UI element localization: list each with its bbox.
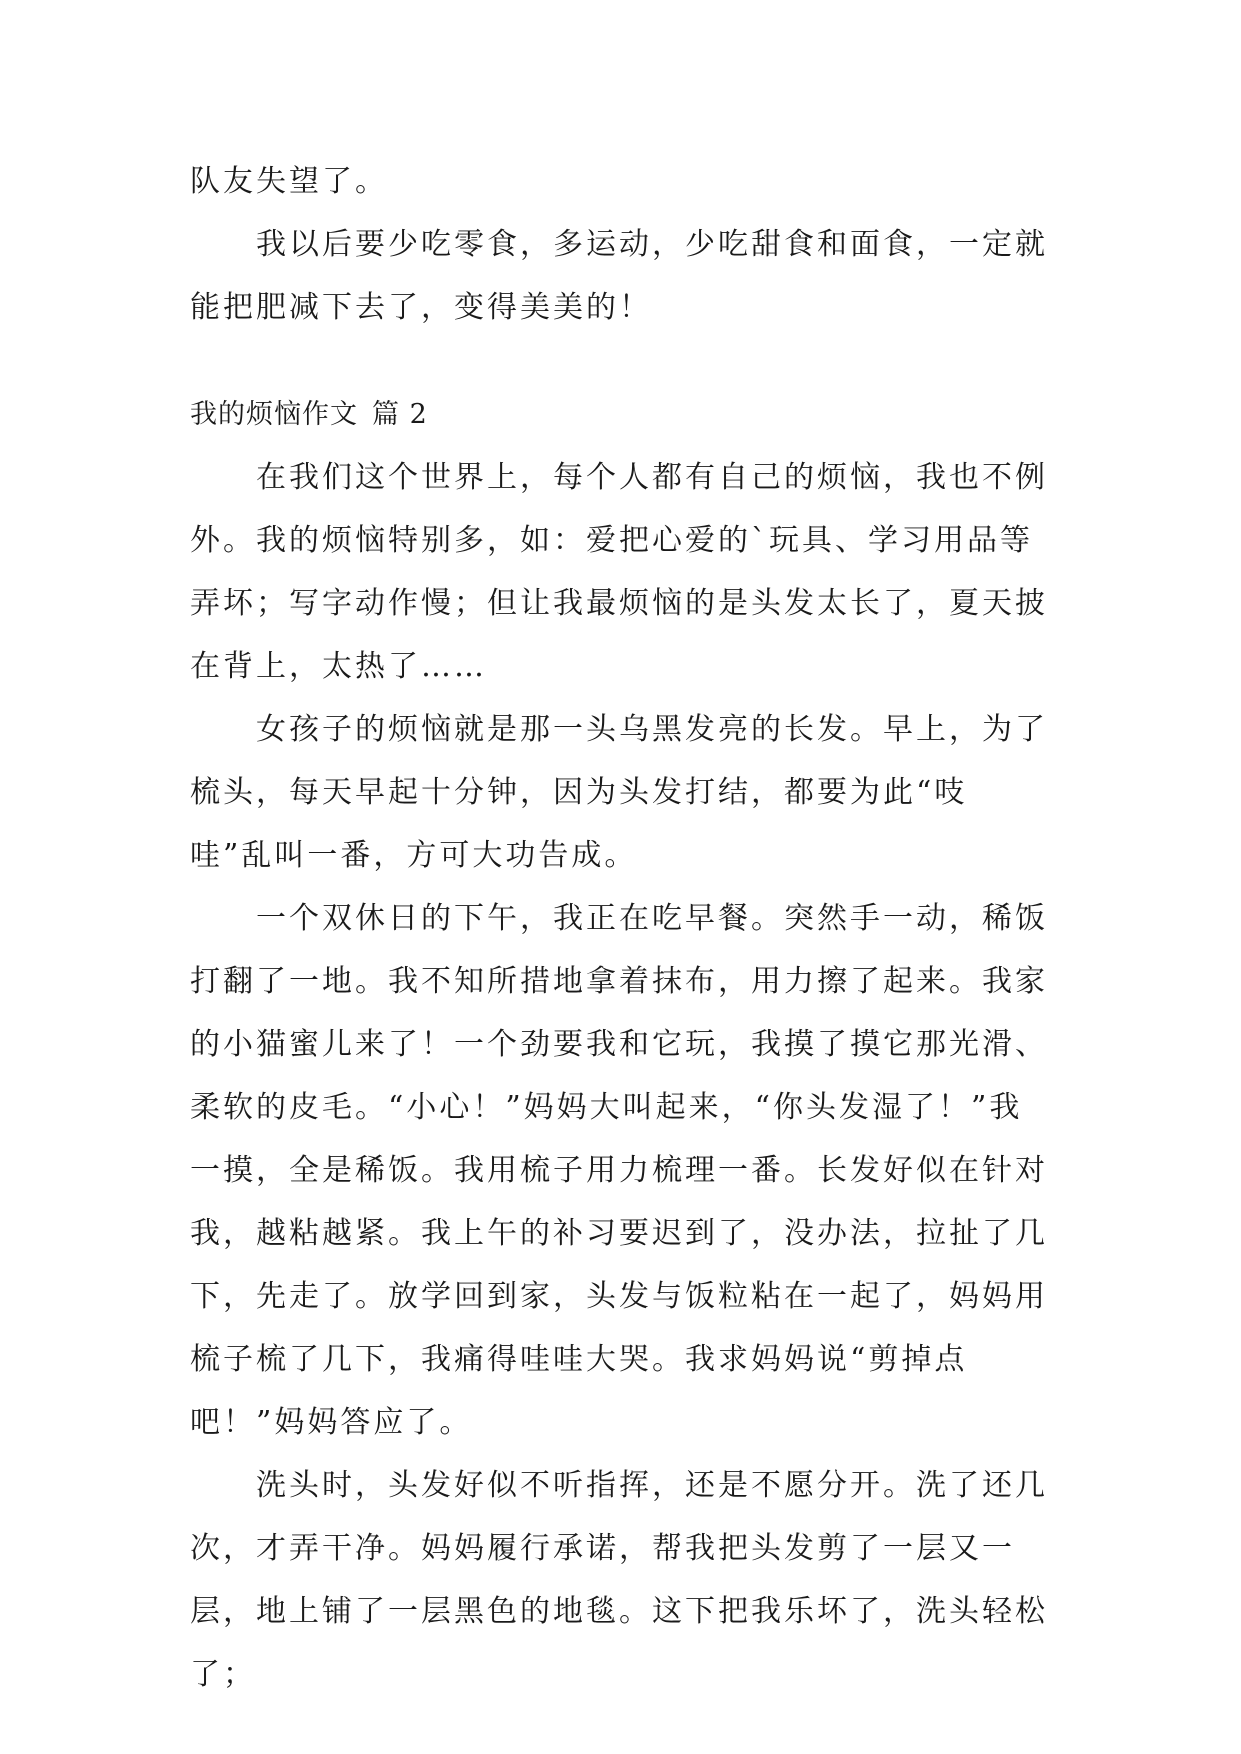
section-title: 我的烦恼作文 xyxy=(190,399,358,430)
paragraph-continuation: 队友失望了。 xyxy=(190,164,388,199)
paragraph-intro: 在我们这个世界上，每个人都有自己的烦恼，我也不例外。我的烦恼特别多，如：爱把心爱的`玩具、学习用品等弄坏；写字动作慢；但让我最烦恼的是头发太长了，夏天披在背上，太热了…… xyxy=(190,460,1048,684)
paragraph-washing: 洗头时，头发好似不听指挥，还是不愿分开。洗了还几次，才弄干净。妈妈履行承诺，帮我把头发剪了一层又一层，地上铺了一层黑色的地毯。这下把我乐坏了，洗头轻松了； xyxy=(190,1468,1048,1692)
paragraph-morning: 女孩子的烦恼就是那一头乌黑发亮的长发。早上，为了梳头，每天早起十分钟，因为头发打结，都要为此“吱哇”乱叫一番，方可大功告成。 xyxy=(190,712,1048,873)
section-heading xyxy=(190,390,428,440)
paragraph-weekend: 一个双休日的下午，我正在吃早餐。突然手一动，稀饭打翻了一地。我不知所措地拿着抹布，用力擦了起来。我家的小猫蜜儿来了！一个劲要我和它玩，我摸了摸它那光滑、柔软的皮毛。“小心！”妈妈大叫起来，“你头发湿了！”我一摸，全是稀饭。我用梳子用力梳理一番。长发好似在针对我，越粘越紧。我上午的补习要迟到了，没办法，拉扯了几下，先走了。放学回到家，头发与饭粒粘在一起了，妈妈用梳子梳了几下，我痛得哇哇大哭。我求妈妈说“剪掉点吧！”妈妈答应了。 xyxy=(190,901,1048,1440)
section-number: 篇 2 xyxy=(372,399,428,430)
paragraph-resolution: 我以后要少吃零食，多运动，少吃甜食和面食，一定就能把肥减下去了，变得美美的！ xyxy=(190,227,1048,325)
